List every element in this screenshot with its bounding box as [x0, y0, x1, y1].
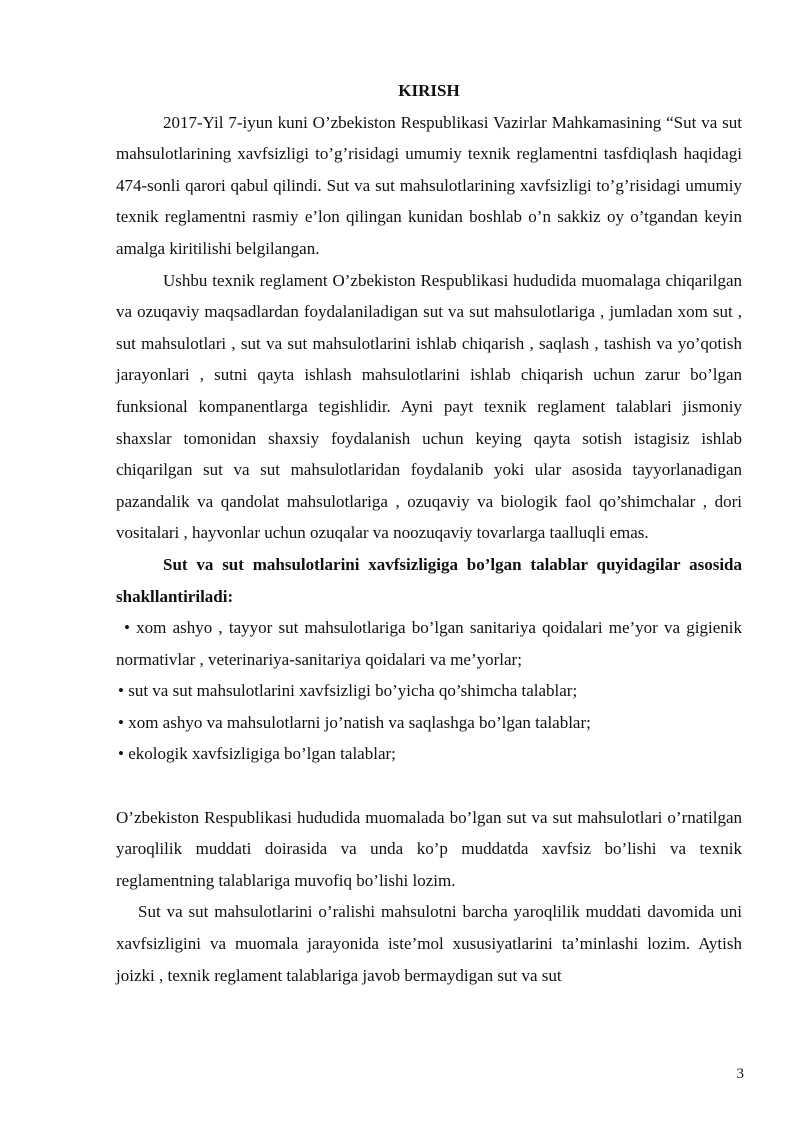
page-content	[116, 75, 742, 991]
paragraph-intro: 2017-Yil 7-iyun kuni O’zbekiston Respublikasi Vazirlar Mahkamasining “Sut va sut mahsulotlarining xavfsizligi to’g’risidagi umumiy texnik reglamentni tasfdiqlash haqidagi 474-sonli qarori qabul qilindi. Sut va sut mahsulotlarining xavfsizligi to’g’risidagi umumiy texnik reglamentni rasmiy e’lon qilingan kunidan boshlab o’n sakkiz oy o’tgandan keyin amalga kiritilishi belgilangan.	[116, 112, 742, 258]
paragraph-packaging: Sut va sut mahsulotlarini o’ralishi mahsulotni barcha yaroqlilik muddati davomida uni xavfsizligini va muomala jarayonida iste’mol xususiyatlarini ta’minlashi lozim. Aytish joizki , texnik reglament talablariga javob bermaydigan sut va sut	[116, 902, 742, 985]
list-item: • sut va sut mahsulotlarini xavfsizligi bo’yicha qo’shimcha talablar;	[118, 681, 578, 701]
paragraph-scope: Ushbu texnik reglament O’zbekiston Respublikasi hududida muomalaga chiqarilgan va ozuqaviy maqsadlardan foydalaniladigan sut va sut mahsulotlariga , jumladan xom sut , sut mahsulotlari , sut va sut mahsulotlarini ishlab chiqarish , saqlash , tashish va yo’qotish jarayonlari , sutni qayta ishlash mahsulotlarini ishlab chiqarish uchun zarur bo’lgan funksional kompanentlarga tegishlidir. Ayni payt texnik reglament talablari jismoniy shaxslar tomonidan shaxsiy foydalanish uchun keying qayta sotish istagisiz ishlab chiqarilgan sut va sut mahsulotlaridan foydalanib yoki ular asosida tayyorlanadigan pazandalik va qandolat mahsulotlariga , ozuqaviy va biologik faol qo’shimchalar , dori vositalari , hayvonlar uchun ozuqalar va noozuqaviy tovarlarga taalluqli emas.	[116, 270, 742, 543]
requirements-heading: Sut va sut mahsulotlarini xavfsizligiga bo’lgan talablar quyidagilar asosida shakllantiriladi:	[116, 554, 742, 606]
page-title: KIRISH	[398, 81, 460, 100]
list-item: • xom ashyo va mahsulotlarni jo’natish va saqlashga bo’lgan talablar;	[118, 712, 591, 732]
spacer	[116, 770, 742, 802]
list-item: • ekologik xavfsizligiga bo’lgan talablar;	[118, 744, 396, 764]
list-item: • xom ashyo , tayyor sut mahsulotlariga bo’lgan sanitariya qoidalari me’yor va gigienik normativlar , veterinariya-sanitariya qoidalari va me’yorlar;	[116, 618, 742, 669]
paragraph-compliance: O’zbekiston Respublikasi hududida muomalada bo’lgan sut va sut mahsulotlari o’rnatilgan yaroqlilik muddati doirasida va unda ko’p muddatda xavfsiz bo’lishi va texnik reglamentning talablariga muvofiq bo’lishi lozim.	[116, 807, 742, 890]
page-number: 3	[736, 1066, 744, 1082]
